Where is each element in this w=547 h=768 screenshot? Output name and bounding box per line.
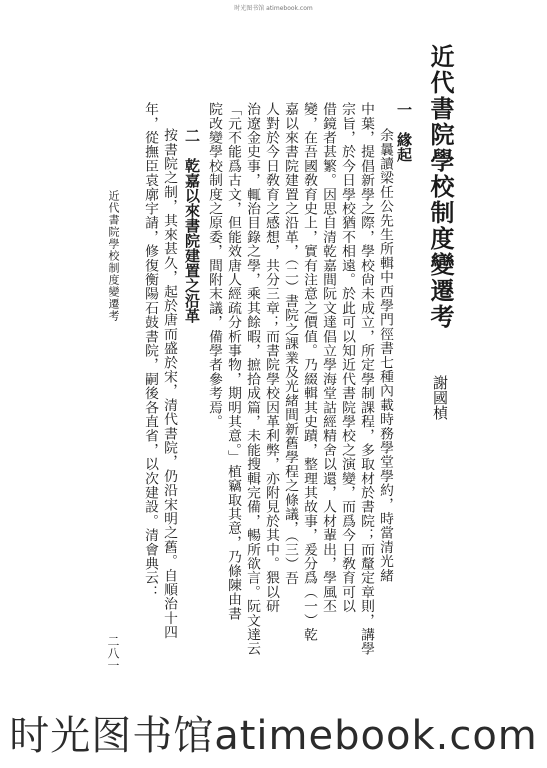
body-column: 人對於今日敎育之感想，共分三章；而書院學校因革利弊，亦附見於其中。猥以研 bbox=[263, 102, 279, 614]
watermark-text: 时光图书馆atimebook.com bbox=[9, 713, 538, 759]
article-title: 近代書院學校制度變遷考 bbox=[426, 44, 455, 330]
body-column: 治遼金史事，輒治目錄之學，乘其餘暇，摭拾成篇，未能搜輯完備，暢所欲言。阮文達云 bbox=[244, 102, 260, 656]
running-footer: 近代書院學校制度變遷考 bbox=[107, 190, 120, 322]
document-page bbox=[0, 40, 547, 680]
body-column: 借鏡者甚繁。因思自清乾嘉間阮文達倡立學海堂詁經精舍以還，人材輩出，學風丕 bbox=[320, 102, 336, 614]
body-column: 中葉，提倡新學之際，學校尙未成立，所定學制課程，多取材於書院；而釐定章則，講學 bbox=[358, 102, 374, 656]
body-column: 嘉以來書院建置之沿革，（二）書院之課業及光緒間新舊學程之條議，（三）吾 bbox=[282, 102, 298, 586]
section-heading-1: 一 緣起 bbox=[395, 102, 413, 162]
author-name: 謝國楨 bbox=[431, 375, 449, 420]
body-column: 按書院之制，其來甚久，起於唐而盛於宋，清代書院，仍沿宋明之舊。自順治十四 bbox=[161, 128, 177, 640]
body-column: 院改變學校制度之原委，間附末議，備學者參考焉。 bbox=[206, 102, 222, 429]
body-column: 變，在吾國敎育史上，實有注意之價值。乃綴輯其史蹟，整理其故事，爰分爲（一）乾 bbox=[301, 102, 317, 642]
page-number: 二八一 bbox=[106, 635, 120, 671]
body-column: 宗旨，於今日學校猶不相遠。於此可以知近代書院學校之演變，而爲今日敎育可以 bbox=[339, 102, 355, 614]
body-column: 「元不能爲古文，但能效唐人經疏分析事物，期明其意。」植竊取其意，乃條陳由書 bbox=[225, 102, 241, 621]
body-column: 余曩讀梁任公先生所輯中西學門徑書七種內載時務學堂學約，時當清光緒 bbox=[377, 128, 393, 583]
body-column: 年，從撫臣袁廓宇請，修復衡陽石鼓書院，嗣後各直省，以次建設。清會典云： bbox=[142, 102, 158, 599]
source-note: 时光图书馆 atimebook.com bbox=[234, 5, 313, 12]
section-heading-2: 二 乾嘉以來書院建置之沿革 bbox=[183, 128, 201, 323]
